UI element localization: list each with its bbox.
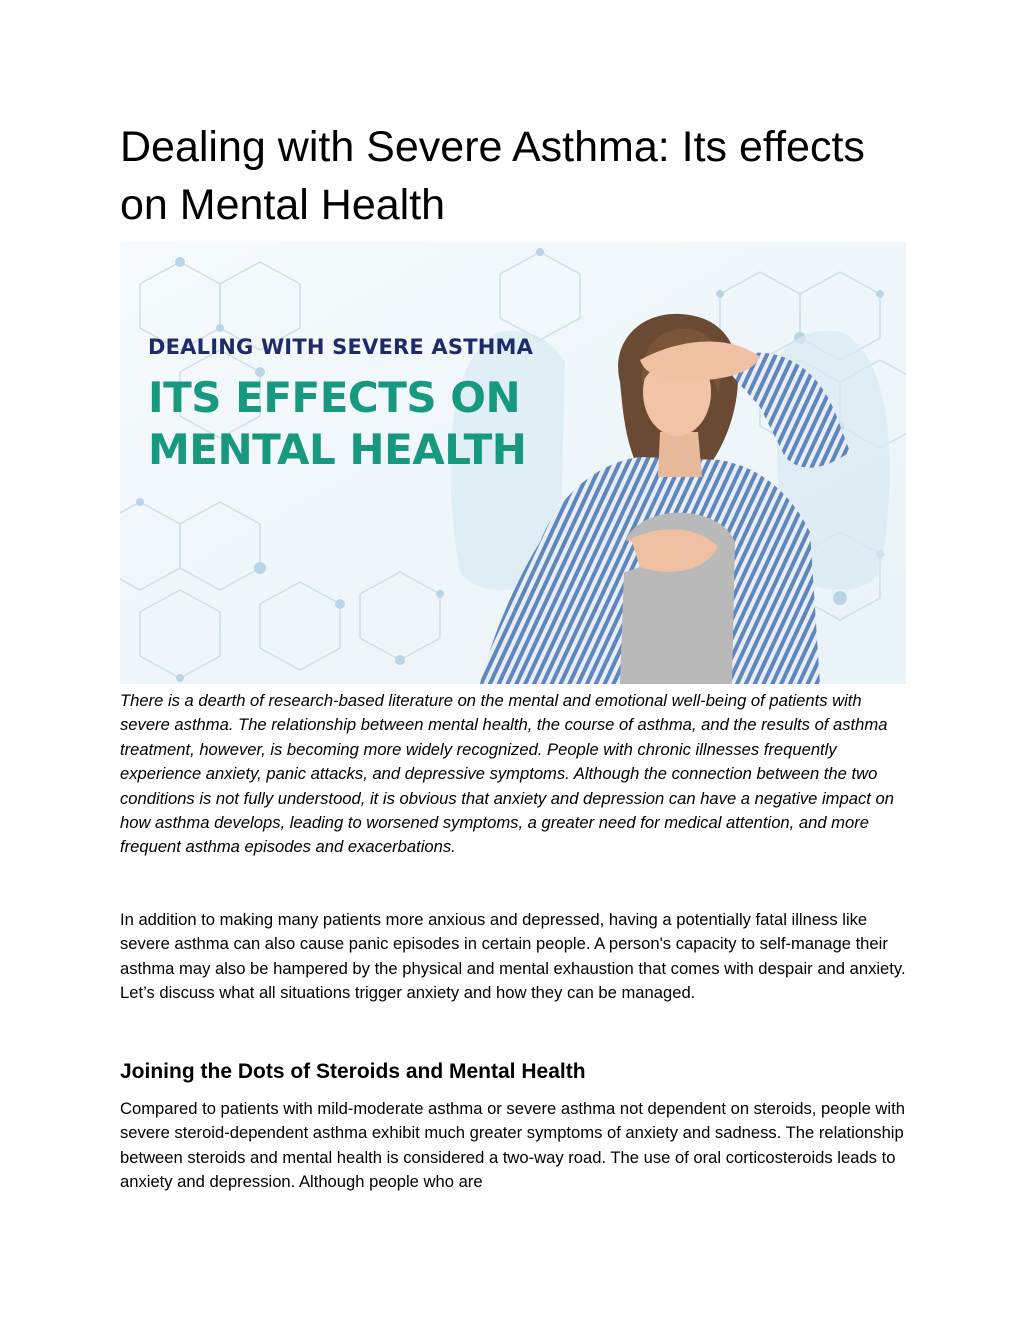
banner-headline-line2: MENTAL HEALTH — [148, 425, 527, 474]
section-heading: Joining the Dots of Steroids and Mental Health — [120, 1060, 586, 1083]
banner-subtitle: DEALING WITH SEVERE ASTHMA — [148, 335, 534, 359]
hero-banner-image — [120, 242, 906, 684]
banner-text-block — [148, 334, 533, 476]
page-title: Dealing with Severe Asthma: Its effects on Mental Health — [120, 123, 865, 229]
section-paragraph: Compared to patients with mild-moderate asthma or severe asthma not dependent on steroids, people with severe steroid-dependent asthma exhibit much greater symptoms of anxiety and sadness. The relationship between steroids and mental health is considered a two-way road. The use of oral corticosteroids leads to anxiety and depression. Although people who are — [120, 1099, 905, 1192]
body-paragraph: In addition to making many patients more anxious and depressed, having a potentially fatal illness like severe asthma can also cause panic episodes in certain people. A person's capacity to self-manage their asthma may also be hampered by the physical and mental exhaustion that comes with despair and anxiety. Let’s discuss what all situations trigger anxiety and how they can be managed. — [120, 910, 906, 1003]
banner-headline-line1: ITS EFFECTS ON — [148, 373, 521, 422]
intro-paragraph: There is a dearth of research-based literature on the mental and emotional well-being of patients with severe asthma. The relationship between mental health, the course of asthma, and the results of asthma treatment, however, is becoming more widely recognized. People with chronic illnesses frequently experience anxiety, panic attacks, and depressive symptoms. Although the connection between the two conditions is not fully understood, it is obvious that anxiety and depression can have a negative impact on how asthma develops, leading to worsened symptoms, a greater need for medical attention, and more frequent asthma episodes and exacerbations. — [120, 691, 894, 857]
